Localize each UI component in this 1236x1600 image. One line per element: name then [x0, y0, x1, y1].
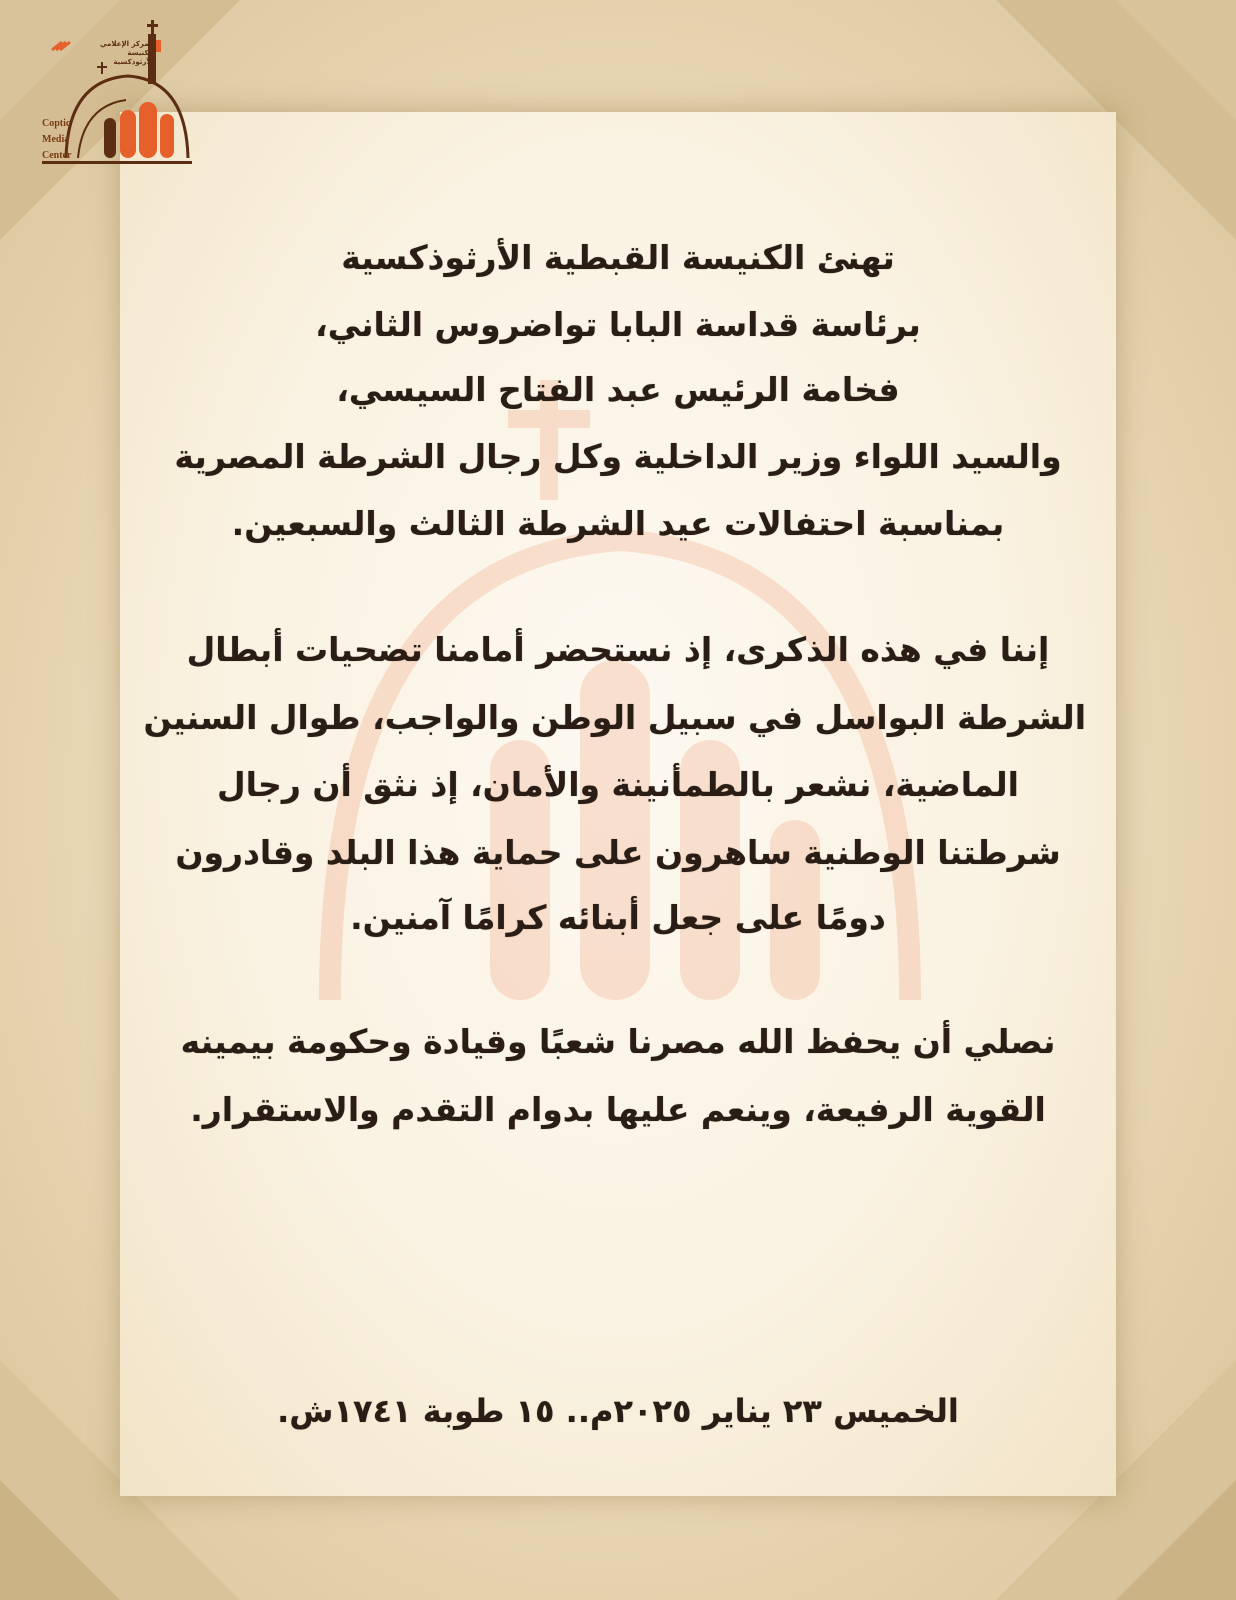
greeting-line: والسيد اللواء وزير الداخلية وكل رجال الشرطة المصرية	[174, 437, 1062, 476]
greeting-line: فخامة الرئيس عبد الفتاح السيسي،	[336, 370, 900, 409]
paragraph-line: الشرطة البواسل في سبيل الوطن والواجب، طوال السنين	[143, 698, 1086, 737]
paragraph-line: الماضية، نشعر بالطمأنينة والأمان، إذ نثق أن رجال	[217, 765, 1019, 804]
prayer-line: نصلي أن يحفظ الله مصرنا شعبًا وقيادة وحكومة بيمينه	[180, 1022, 1056, 1061]
greeting-line: برئاسة قداسة البابا تواضروس الثاني،	[315, 305, 921, 344]
paragraph-line: دومًا على جعل أبنائه كرامًا آمنين.	[350, 898, 886, 937]
greeting-line: بمناسبة احتفالات عيد الشرطة الثالث والسبعين.	[231, 504, 1005, 543]
paragraph-line: إننا في هذه الذكرى، إذ نستحضر أمامنا تضحيات أبطال	[186, 630, 1050, 669]
paragraph-line: شرطتنا الوطنية ساهرون على حماية هذا البلد وقادرون	[175, 833, 1061, 872]
coptic-media-center-logo	[38, 18, 198, 173]
prayer-line: القوية الرفيعة، وينعم عليها بدوام التقدم والاستقرار.	[190, 1090, 1046, 1129]
greeting-line: تهنئ الكنيسة القبطية الأرثوذكسية	[341, 238, 895, 277]
logo-english-name: Coptic Media Center	[42, 118, 72, 161]
logo-arabic-name: المركز الإعلامي للكنيسة الأرثوذكسية	[99, 40, 154, 66]
date-line: الخميس ٢٣ يناير ٢٠٢٥م.. ١٥ طوبة ١٧٤١ش.	[277, 1392, 959, 1430]
